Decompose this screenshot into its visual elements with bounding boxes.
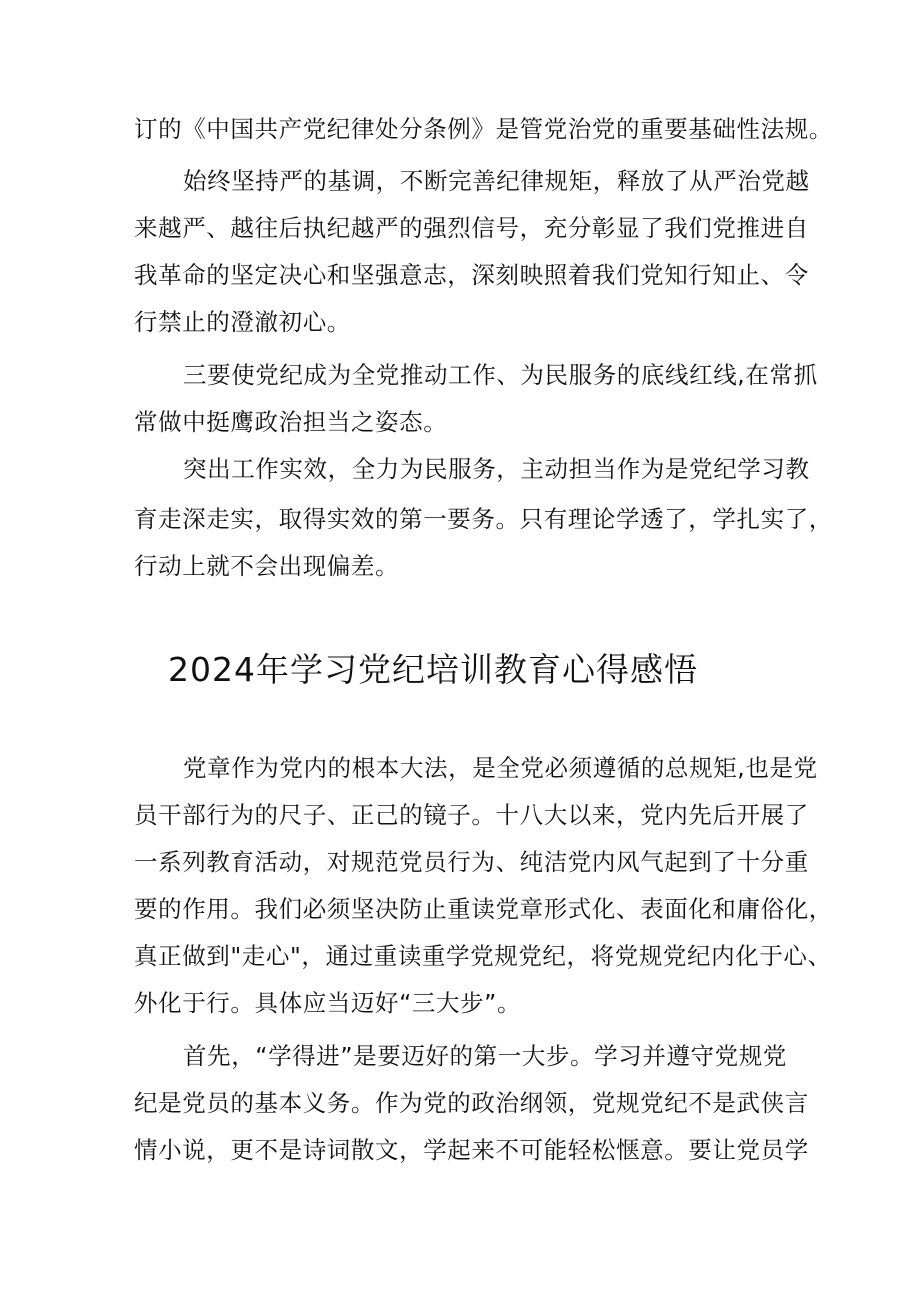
paragraph-line: 常做中挺鹰政治担当之姿态。 — [134, 408, 448, 436]
paragraph-line: 要的作用。我们必须坚决防止重读党章形式化、表面化和庸俗化， — [134, 895, 833, 923]
paragraph-line: 订的《中国共产党纪律处分条例》是管党治党的重要基础性法规。 — [134, 115, 833, 143]
paragraph-line: 行动上就不会出现偏差。 — [134, 552, 400, 580]
paragraph-line: 首先，“学得进”是要迈好的第一大步。学习并遵守党规党 — [183, 1042, 787, 1070]
paragraph-line: 来越严、越往后执纪越严的强烈信号，充分彰显了我们党推进自 — [134, 214, 809, 242]
paragraph-line: 真正做到"走心"，通过重读重学党规党纪，将党规党纪内化于心、 — [134, 942, 832, 970]
paragraph-line: 行禁止的澄澈初心。 — [134, 308, 351, 336]
paragraph-line: 党章作为党内的根本大法，是全党必须遵循的总规矩,也是党 — [183, 754, 818, 782]
paragraph-line: 我革命的坚定决心和坚强意志，深刻映照着我们党知行知止、令 — [134, 261, 809, 289]
paragraph-line: 一系列教育活动，对规范党员行为、纯洁党内风气起到了十分重 — [134, 848, 809, 876]
paragraph-line: 育走深走实，取得实效的第一要务。只有理论学透了，学扎实了， — [134, 505, 833, 533]
paragraph-line: 外化于行。具体应当迈好“三大步”。 — [134, 989, 522, 1017]
paragraph-line: 情小说，更不是诗词散文，学起来不可能轻松惬意。要让党员学 — [134, 1136, 809, 1164]
paragraph-line: 三要使党纪成为全党推动工作、为民服务的底线红线,在常抓 — [183, 361, 818, 389]
paragraph-line: 纪是党员的基本义务。作为党的政治纲领，党规党纪不是武侠言 — [134, 1089, 809, 1117]
paragraph-line: 始终坚持严的基调，不断完善纪律规矩，释放了从严治党越 — [183, 167, 810, 195]
paragraph-line: 员干部行为的尺子、正己的镜子。十八大以来，党内先后开展了 — [134, 801, 809, 829]
page-title: 2024年学习党纪培训教育心得感悟 — [168, 650, 698, 689]
paragraph-line: 突出工作实效，全力为民服务，主动担当作为是党纪学习教 — [183, 455, 810, 483]
